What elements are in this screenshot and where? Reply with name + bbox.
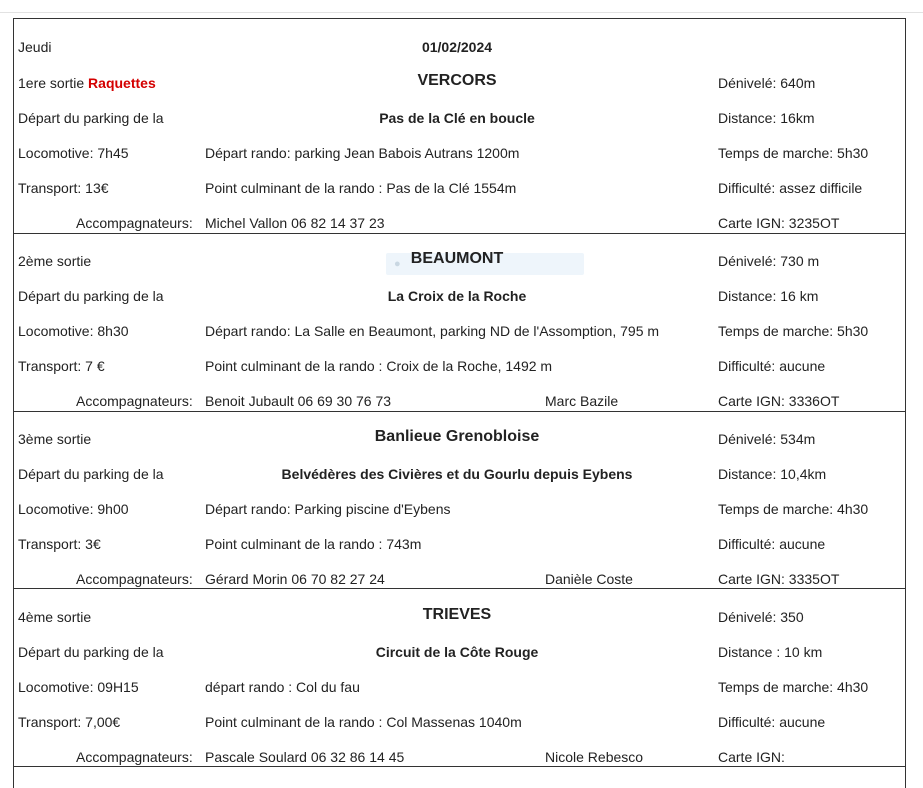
sortie-accompagnateurs-label: Accompagnateurs:	[76, 571, 193, 587]
sortie-accompagnateur-1: Pascale Soulard 06 32 86 14 45	[205, 749, 405, 765]
sortie-accompagnateurs-label: Accompagnateurs:	[76, 749, 193, 765]
sortie-depart-rando: départ rando : Col du fau	[205, 679, 360, 695]
page-top-divider	[0, 12, 923, 13]
sortie-accompagnateurs-label: Accompagnateurs:	[76, 393, 193, 409]
sortie-denivele: Dénivelé: 730 m	[718, 253, 820, 269]
sortie-difficulte: Difficulté: aucune	[718, 536, 826, 552]
sortie-transport: Transport: 7,00€	[18, 714, 121, 730]
sortie-depart-rando: Départ rando: La Salle en Beaumont, parking ND de l'Assomption, 795 m	[205, 323, 660, 339]
sortie-destination: Pas de la Clé en boucle	[379, 110, 535, 126]
sortie-denivele: Dénivelé: 350	[718, 609, 804, 625]
sortie-transport: Transport: 7 €	[18, 358, 105, 374]
sortie-depart-rando: Départ rando: Parking piscine d'Eybens	[205, 501, 451, 517]
sortie-temps: Temps de marche: 4h30	[718, 501, 869, 517]
sortie-denivele: Dénivelé: 534m	[718, 431, 816, 447]
sortie-distance: Distance: 16 km	[718, 288, 819, 304]
sortie-depart-label: Départ du parking de la	[18, 288, 164, 304]
sortie-locomotive: Locomotive: 8h30	[18, 323, 129, 339]
sortie-region: BEAUMONT	[410, 250, 504, 267]
faint-overlay-artifact: ●	[386, 253, 584, 275]
sortie-depart-rando: Départ rando: parking Jean Babois Autrans 1200m	[205, 145, 520, 161]
day-label: Jeudi	[18, 39, 52, 55]
sortie-point-culminant: Point culminant de la rando : Col Massenas 1040m	[205, 714, 522, 730]
sortie-locomotive: Locomotive: 7h45	[18, 145, 129, 161]
sortie-transport: Transport: 13€	[18, 180, 109, 196]
sortie-label: 3ème sortie	[18, 431, 92, 447]
sortie-difficulte: Difficulté: assez difficile	[718, 180, 863, 196]
sortie-region: VERCORS	[417, 72, 497, 89]
sortie-temps: Temps de marche: 5h30	[718, 323, 869, 339]
sortie-accompagnateur-2: Marc Bazile	[545, 393, 619, 409]
sortie-point-culminant: Point culminant de la rando : 743m	[205, 536, 422, 552]
sortie-point-culminant: Point culminant de la rando : Pas de la Clé 1554m	[205, 180, 517, 196]
sortie-carte: Carte IGN:	[718, 749, 785, 765]
sortie-accompagnateur-1: Benoit Jubault 06 69 30 76 73	[205, 393, 392, 409]
sortie-temps: Temps de marche: 4h30	[718, 679, 869, 695]
section-divider	[13, 588, 906, 589]
sortie-locomotive: Locomotive: 09H15	[18, 679, 139, 695]
sortie-label: 4ème sortie	[18, 609, 92, 625]
sortie-destination: Belvédères des Civières et du Gourlu depuis Eybens	[281, 466, 633, 482]
sortie-distance: Distance: 10,4km	[718, 466, 827, 482]
sortie-difficulte: Difficulté: aucune	[718, 358, 826, 374]
sortie-point-culminant: Point culminant de la rando : Croix de la Roche, 1492 m	[205, 358, 553, 374]
sortie-depart-label: Départ du parking de la	[18, 466, 164, 482]
sortie-accompagnateurs-label: Accompagnateurs:	[76, 215, 193, 231]
sortie-temps: Temps de marche: 5h30	[718, 145, 869, 161]
sortie-carte: Carte IGN: 3336OT	[718, 393, 840, 409]
sortie-locomotive: Locomotive: 9h00	[18, 501, 129, 517]
sortie-transport: Transport: 3€	[18, 536, 101, 552]
sortie-accompagnateur-2: Nicole Rebesco	[545, 749, 644, 765]
date-label: 01/02/2024	[421, 39, 493, 55]
sortie-highlight: Raquettes	[88, 75, 156, 91]
sortie-carte: Carte IGN: 3335OT	[718, 571, 840, 587]
sortie-depart-label: Départ du parking de la	[18, 110, 164, 126]
sortie-destination: Circuit de la Côte Rouge	[375, 644, 539, 660]
sortie-distance: Distance : 10 km	[718, 644, 823, 660]
sortie-difficulte: Difficulté: aucune	[718, 714, 826, 730]
sortie-label: 1ere sortie Raquettes	[18, 75, 156, 91]
sortie-label: 2ème sortie	[18, 253, 92, 269]
sortie-destination: La Croix de la Roche	[387, 288, 527, 304]
sortie-denivele: Dénivelé: 640m	[718, 75, 816, 91]
sortie-carte: Carte IGN: 3235OT	[718, 215, 840, 231]
sortie-depart-label: Départ du parking de la	[18, 644, 164, 660]
sortie-accompagnateur-2: Danièle Coste	[545, 571, 633, 587]
sortie-region: TRIEVES	[422, 606, 492, 623]
section-divider	[13, 766, 906, 767]
sortie-region: Banlieue Grenobloise	[374, 428, 540, 445]
section-divider	[13, 233, 906, 234]
section-divider	[13, 411, 906, 412]
sortie-distance: Distance: 16km	[718, 110, 815, 126]
sortie-accompagnateur-1: Gérard Morin 06 70 82 27 24	[205, 571, 385, 587]
sortie-accompagnateur-1: Michel Vallon 06 82 14 37 23	[205, 215, 385, 231]
